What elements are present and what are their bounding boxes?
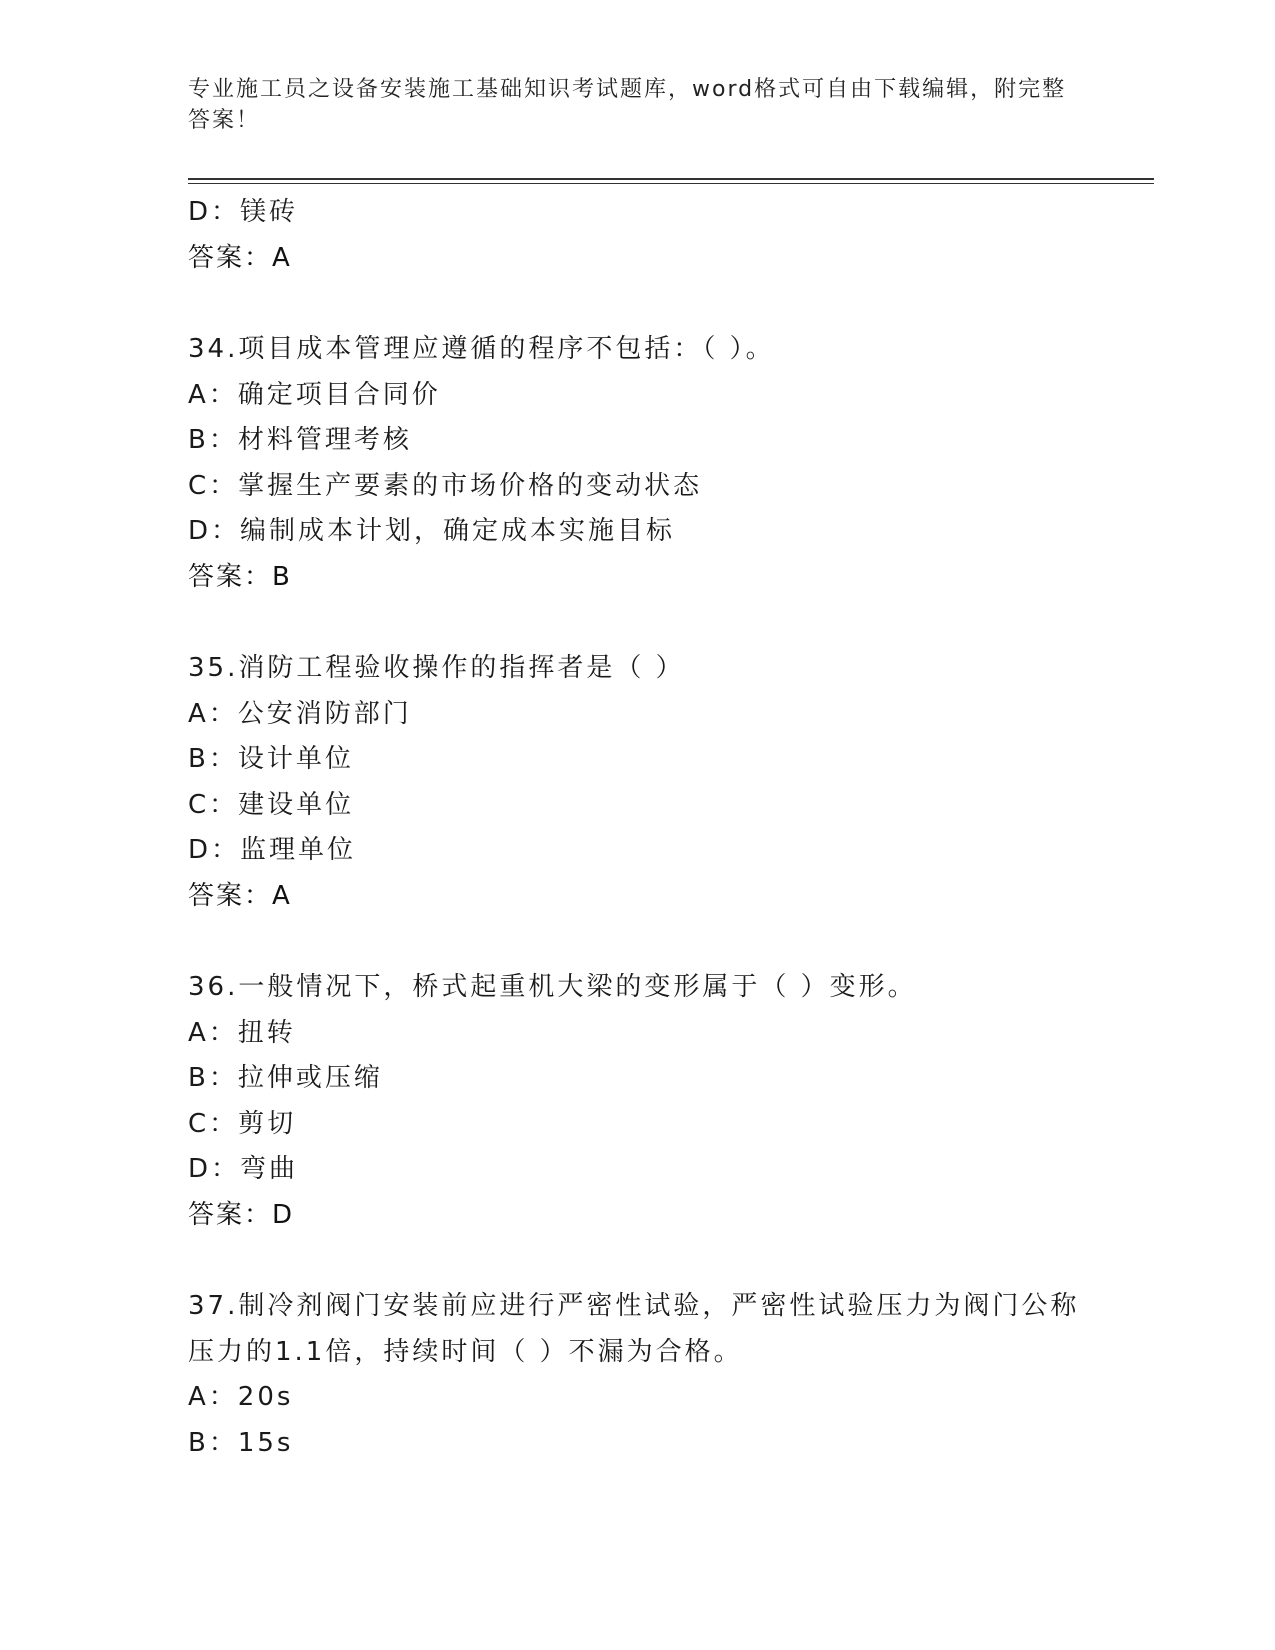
- option-b: [188, 1421, 1088, 1467]
- option-d: [188, 1147, 1088, 1193]
- option-d: [188, 190, 1088, 236]
- answer-line: 答案：D: [188, 1199, 295, 1230]
- question-37: [188, 1284, 1088, 1466]
- option-text: 公安消防部门: [237, 698, 412, 729]
- option-text: 拉伸或压缩: [237, 1063, 383, 1093]
- option-label: C：: [188, 789, 239, 820]
- option-text: 弯曲: [240, 1154, 299, 1184]
- answer-line: 答案：A: [188, 880, 292, 911]
- option-text: 编制成本计划，确定成本实施目标: [240, 516, 676, 546]
- header-divider-thin: [188, 183, 1154, 184]
- document-header: [188, 74, 1068, 136]
- question-stem-line-1: 37.制冷剂阀门安装前应进行严密性试验，严密性试验压力为阀门公称: [188, 1291, 1080, 1321]
- option-a: [188, 1011, 1088, 1057]
- option-d: [188, 509, 1088, 555]
- option-d: [188, 828, 1088, 874]
- option-text: 建设单位: [238, 789, 355, 820]
- spacer: [188, 1238, 1088, 1284]
- question-stem: 35.消防工程验收操作的指挥者是（ ）: [188, 653, 685, 683]
- spacer: [188, 281, 1088, 327]
- option-label: B：: [188, 1063, 238, 1093]
- answer-line: 答案：B: [188, 561, 292, 592]
- option-c: [188, 464, 1088, 510]
- option-text: 设计单位: [237, 744, 354, 774]
- question-list: [188, 190, 1088, 1466]
- option-c: [188, 1102, 1088, 1148]
- option-text: 确定项目合同价: [237, 379, 441, 410]
- option-text: 15s: [237, 1427, 294, 1458]
- option-label: D：: [188, 835, 241, 865]
- option-b: [188, 418, 1088, 464]
- question-34: [188, 327, 1088, 600]
- option-label: D：: [188, 1154, 241, 1184]
- option-b: [188, 1056, 1088, 1102]
- option-a: [188, 692, 1088, 738]
- option-label: B：: [188, 1427, 238, 1458]
- option-label: C：: [188, 470, 239, 501]
- option-label: D：: [188, 197, 241, 227]
- question-33-continuation: [188, 190, 1088, 281]
- option-label: B：: [188, 744, 238, 774]
- option-label: A：: [188, 1017, 238, 1048]
- header-divider-thick: [188, 178, 1154, 180]
- question-stem-line-2: 压力的1.1倍，持续时间（ ）不漏为合格。: [188, 1336, 743, 1367]
- option-label: D：: [188, 516, 241, 546]
- header-text: 专业施工员之设备安装施工基础知识考试题库，word格式可自由下载编辑，附完整答案！: [188, 77, 1067, 133]
- option-text: 材料管理考核: [237, 425, 412, 455]
- option-label: B：: [188, 425, 238, 455]
- option-label: C：: [188, 1108, 239, 1139]
- option-label: A：: [188, 698, 238, 729]
- spacer: [188, 600, 1088, 646]
- option-b: [188, 737, 1088, 783]
- option-text: 掌握生产要素的市场价格的变动状态: [238, 470, 703, 501]
- option-text: 20s: [237, 1382, 294, 1412]
- option-a: [188, 373, 1088, 419]
- option-text: 监理单位: [240, 835, 357, 865]
- question-stem: 34.项目成本管理应遵循的程序不包括：（ ）。: [188, 334, 775, 364]
- option-text: 镁砖: [240, 197, 299, 227]
- question-36: [188, 965, 1088, 1238]
- answer-line: 答案：A: [188, 242, 292, 273]
- question-35: [188, 646, 1088, 919]
- option-text: 扭转: [237, 1017, 296, 1048]
- option-label: A：: [188, 379, 238, 410]
- spacer: [188, 919, 1088, 965]
- question-stem: 36.一般情况下，桥式起重机大梁的变形属于（ ）变形。: [188, 972, 917, 1002]
- option-c: [188, 783, 1088, 829]
- option-a: [188, 1375, 1088, 1421]
- option-text: 剪切: [238, 1108, 297, 1139]
- option-label: A：: [188, 1382, 238, 1412]
